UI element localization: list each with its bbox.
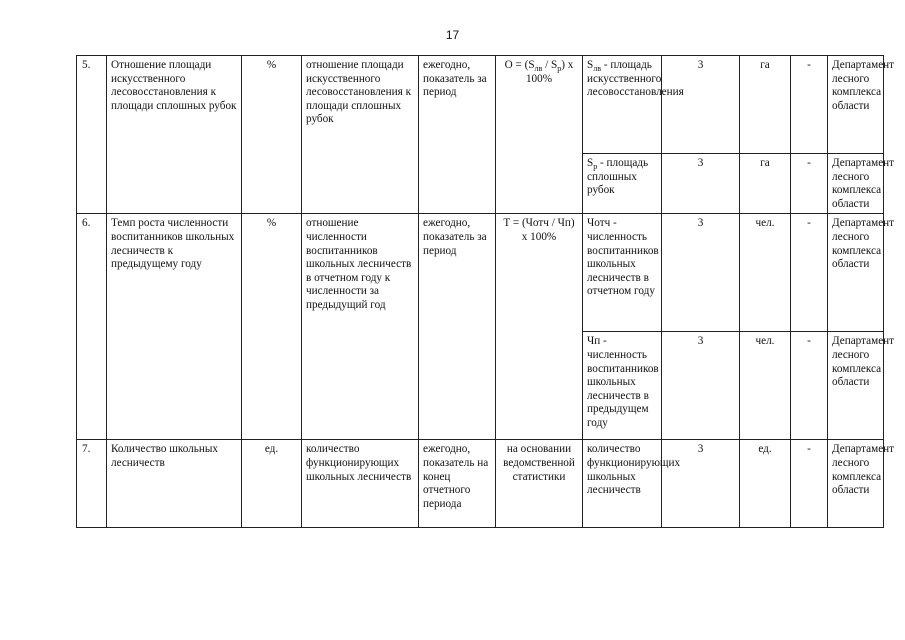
component-unit: га <box>740 56 791 154</box>
indicator-name: Темп роста численности воспитанников школьных лесничеств к предыдущему году <box>107 214 242 440</box>
component-responsible: Департамент лесного комплекса области <box>828 56 884 154</box>
indicator-definition: отношение площади искусственного лесовосстановления к площади сплошных рубок <box>302 56 419 214</box>
indicator-unit: ед. <box>242 440 302 528</box>
indicators-table <box>76 55 895 528</box>
component-dash: - <box>791 214 828 332</box>
indicator-definition: количество функционирующих школьных лесничеств <box>302 440 419 528</box>
component-description: Чп - численность воспитанников школьных лесничеств в предыдущем году <box>583 332 662 440</box>
indicator-formula: на основании ведомственной статистики <box>496 440 583 528</box>
indicator-definition: отношение численности воспитанников школьных лесничеств в отчетном году к численности за предыдущий год <box>302 214 419 440</box>
component-unit: ед. <box>740 440 791 528</box>
row-number: 5. <box>77 56 107 214</box>
component-description: количество функционирующих школьных лесничеств <box>583 440 662 528</box>
indicator-periodicity: ежегодно, показатель за период <box>419 214 496 440</box>
row-number: 6. <box>77 214 107 440</box>
component-dash: - <box>791 56 828 154</box>
component-dash: - <box>791 440 828 528</box>
component-dash: - <box>791 154 828 214</box>
indicator-name: Количество школьных лесничеств <box>107 440 242 528</box>
table-row <box>77 214 884 332</box>
component-code: 3 <box>662 214 740 332</box>
component-responsible: Департамент лесного комплекса области <box>828 440 884 528</box>
component-description: $S_{лв}$ - площадь искусственного лесовосстановления <box>583 56 662 154</box>
indicator-name: Отношение площади искусственного лесовосстановления к площади сплошных рубок <box>107 56 242 214</box>
indicator-formula: $O = (S_{лв} / S_р)$ x 100% <box>496 56 583 214</box>
indicator-periodicity: ежегодно, показатель за период <box>419 56 496 214</box>
component-responsible: Департамент лесного комплекса области <box>828 214 884 332</box>
indicator-formula: T = (Чотч / Чп) x 100% <box>496 214 583 440</box>
indicator-unit: % <box>242 214 302 440</box>
component-unit: га <box>740 154 791 214</box>
component-code: 3 <box>662 332 740 440</box>
row-number: 7. <box>77 440 107 528</box>
table-row <box>77 56 884 154</box>
component-code: 3 <box>662 440 740 528</box>
component-responsible: Департамент лесного комплекса области <box>828 154 884 214</box>
component-dash: - <box>791 332 828 440</box>
component-description: Чотч - численность воспитанников школьных лесничеств в отчетном году <box>583 214 662 332</box>
page-number: 17 <box>445 28 460 42</box>
indicator-periodicity: ежегодно, показатель на конец отчетного периода <box>419 440 496 528</box>
component-code: 3 <box>662 56 740 154</box>
component-code: 3 <box>662 154 740 214</box>
component-unit: чел. <box>740 214 791 332</box>
indicator-unit: % <box>242 56 302 214</box>
component-unit: чел. <box>740 332 791 440</box>
table-row <box>77 440 884 528</box>
component-responsible: Департамент лесного комплекса области <box>828 332 884 440</box>
component-description: $S_р$ - площадь сплошных рубок <box>583 154 662 214</box>
